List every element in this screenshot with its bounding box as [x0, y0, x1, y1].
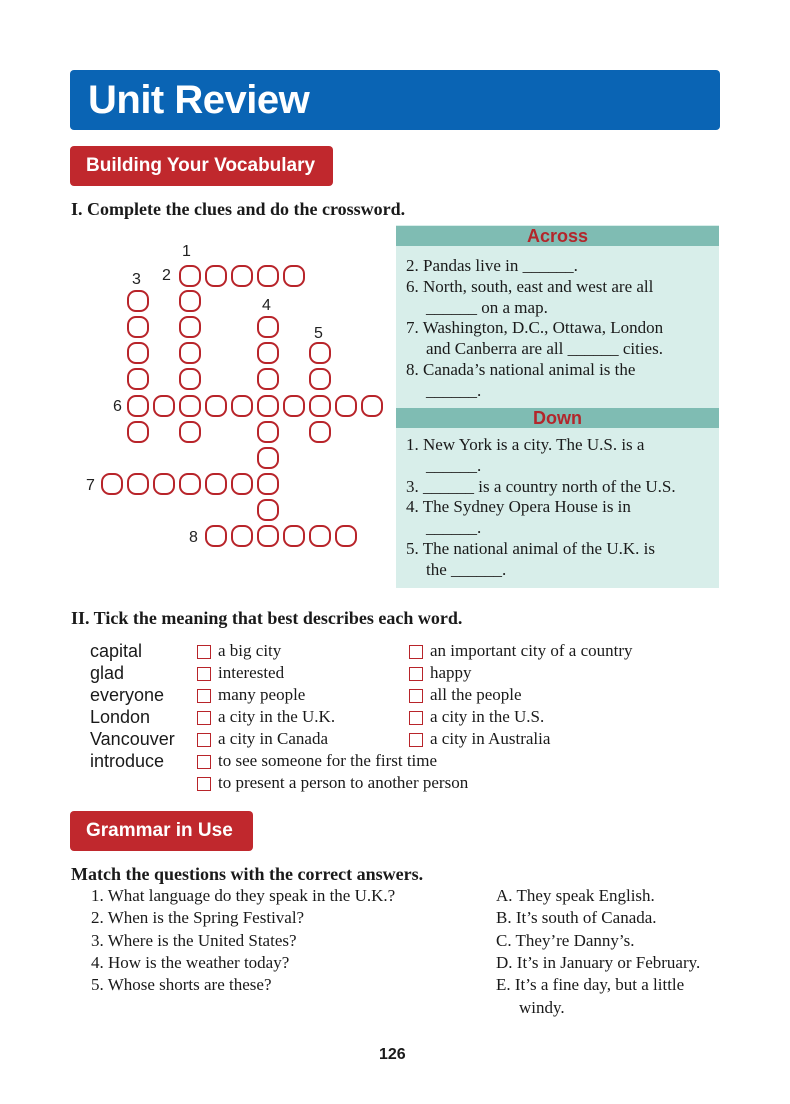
crossword-cell[interactable] — [179, 473, 201, 495]
tick-word: London — [90, 707, 151, 727]
tick-checkbox[interactable] — [409, 733, 423, 747]
tick-option: a city in Australia — [430, 729, 551, 748]
page-title: Unit Review — [88, 78, 310, 122]
crossword-cell[interactable] — [153, 395, 175, 417]
crossword-cell[interactable] — [127, 368, 149, 390]
crossword-cell[interactable] — [127, 342, 149, 364]
tick-option: a city in the U.K. — [218, 707, 336, 726]
crossword-cell[interactable] — [257, 265, 279, 287]
crossword-cell[interactable] — [257, 395, 279, 417]
tick-checkbox[interactable] — [409, 689, 423, 703]
down-heading: Down — [396, 408, 719, 428]
crossword-cell[interactable] — [283, 525, 305, 547]
crossword-cell[interactable] — [179, 342, 201, 364]
down-clue-4: 4. The Sydney Opera House is in — [406, 497, 631, 516]
crossword-number-8: 8 — [189, 529, 198, 546]
crossword-cell[interactable] — [231, 395, 253, 417]
crossword-cell[interactable] — [179, 368, 201, 390]
crossword-number-1: 1 — [182, 243, 191, 260]
down-clue-1: 1. New York is a city. The U.S. is a — [406, 435, 645, 454]
answer-item: C. They’re Danny’s. — [496, 930, 635, 950]
answer-item: E. It’s a fine day, but a little — [496, 975, 685, 995]
down-clue-1-cont: ______. — [426, 456, 482, 475]
crossword-cell[interactable] — [309, 342, 331, 364]
tick-checkbox[interactable] — [197, 667, 211, 681]
crossword-cell[interactable] — [179, 290, 201, 312]
tick-option: happy — [430, 663, 472, 682]
question-item: 2. When is the Spring Festival? — [91, 908, 305, 928]
across-clue-7: 7. Washington, D.C., Ottawa, London — [406, 318, 664, 337]
across-clue-7-cont: and Canberra are all ______ cities. — [426, 339, 663, 358]
tick-word: Vancouver — [90, 729, 175, 749]
answer-item: A. They speak English. — [496, 886, 655, 905]
crossword-cell[interactable] — [101, 473, 123, 495]
crossword-cell[interactable] — [335, 525, 357, 547]
crossword-number-6: 6 — [113, 398, 122, 415]
crossword-cell[interactable] — [205, 525, 227, 547]
crossword-cell[interactable] — [257, 499, 279, 521]
tick-option: a city in Canada — [218, 729, 328, 748]
tick-word: everyone — [90, 685, 165, 705]
crossword-instruction: I. Complete the clues and do the crossword. — [71, 199, 406, 219]
crossword-cell[interactable] — [257, 447, 279, 469]
across-clue-2: 2. Pandas live in ______. — [406, 256, 578, 275]
crossword-cell[interactable] — [153, 473, 175, 495]
tick-checkbox[interactable] — [197, 777, 211, 791]
question-item: 4. How is the weather today? — [91, 952, 290, 972]
tick-instruction: II. Tick the meaning that best describes each word. — [71, 608, 463, 628]
tick-checkbox[interactable] — [197, 645, 211, 659]
tick-word: introduce — [90, 751, 165, 771]
crossword-cell[interactable] — [361, 395, 383, 417]
tick-option: an important city of a country — [430, 641, 633, 660]
across-clue-6-cont: ______ on a map. — [426, 298, 548, 317]
tick-option: to see someone for the first time — [218, 751, 438, 770]
answer-item: B. It’s south of Canada. — [496, 908, 657, 928]
crossword-cell[interactable] — [127, 395, 149, 417]
crossword-cell[interactable] — [205, 395, 227, 417]
crossword-cell[interactable] — [205, 473, 227, 495]
crossword-number-7: 7 — [86, 477, 95, 494]
across-heading: Across — [396, 226, 719, 246]
crossword-cell[interactable] — [179, 395, 201, 417]
question-item: 5. Whose shorts are these? — [91, 975, 272, 995]
crossword-cell[interactable] — [205, 265, 227, 287]
crossword-cell[interactable] — [335, 395, 357, 417]
crossword-cell[interactable] — [231, 525, 253, 547]
crossword-cell[interactable] — [257, 421, 279, 443]
tick-option: many people — [218, 685, 306, 704]
tick-checkbox[interactable] — [197, 733, 211, 747]
tick-checkbox[interactable] — [409, 645, 423, 659]
tick-checkbox[interactable] — [197, 755, 211, 769]
crossword-cell[interactable] — [231, 265, 253, 287]
crossword-number-4: 4 — [262, 297, 271, 314]
section-label-vocabulary: Building Your Vocabulary — [70, 146, 333, 186]
crossword-number-3: 3 — [132, 271, 141, 288]
crossword-cell[interactable] — [127, 421, 149, 443]
crossword-cell[interactable] — [309, 368, 331, 390]
crossword-cell[interactable] — [127, 290, 149, 312]
across-clue-6: 6. North, south, east and west are all — [406, 277, 654, 296]
tick-option: interested — [218, 663, 285, 682]
crossword-number-5: 5 — [314, 325, 323, 342]
across-clue-8-cont: ______. — [426, 381, 482, 400]
tick-option: a big city — [218, 641, 282, 660]
crossword-cell[interactable] — [283, 265, 305, 287]
tick-option: all the people — [430, 685, 522, 704]
tick-checkbox[interactable] — [197, 711, 211, 725]
answer-item: windy. — [519, 997, 565, 1017]
section-label-grammar: Grammar in Use — [70, 811, 253, 851]
crossword-cell[interactable] — [179, 265, 201, 287]
tick-checkbox[interactable] — [197, 689, 211, 703]
tick-word: capital — [90, 641, 143, 661]
down-clue-4-cont: ______. — [426, 518, 482, 537]
crossword-cell[interactable] — [309, 395, 331, 417]
crossword-cell[interactable] — [179, 316, 201, 338]
crossword-cell[interactable] — [257, 473, 279, 495]
crossword-cell[interactable] — [309, 421, 331, 443]
tick-option: a city in the U.S. — [430, 707, 545, 726]
question-item: 3. Where is the United States? — [91, 930, 297, 950]
question-item: 1. What language do they speak in the U.K.? — [91, 886, 396, 905]
crossword-cell[interactable] — [127, 316, 149, 338]
crossword-cell[interactable] — [257, 316, 279, 338]
crossword-cell[interactable] — [257, 368, 279, 390]
crossword-cell[interactable] — [257, 342, 279, 364]
tick-option: to present a person to another person — [218, 773, 469, 792]
crossword-number-2: 2 — [162, 267, 171, 284]
page-number: 126 — [379, 1046, 406, 1063]
crossword-cell[interactable] — [309, 525, 331, 547]
tick-checkbox[interactable] — [409, 667, 423, 681]
crossword-cell[interactable] — [231, 473, 253, 495]
crossword-cell[interactable] — [257, 525, 279, 547]
down-clue-3: 3. ______ is a country north of the U.S. — [406, 477, 676, 496]
across-clue-8: 8. Canada’s national animal is the — [406, 360, 636, 379]
crossword-cell[interactable] — [283, 395, 305, 417]
down-clue-5-cont: the ______. — [426, 560, 507, 579]
tick-word: glad — [90, 663, 125, 683]
answer-item: D. It’s in January or February. — [496, 952, 701, 972]
crossword-cell[interactable] — [179, 421, 201, 443]
crossword-cell[interactable] — [127, 473, 149, 495]
down-clue-5: 5. The national animal of the U.K. is — [406, 539, 655, 558]
matching-instruction: Match the questions with the correct answers. — [71, 864, 424, 884]
tick-checkbox[interactable] — [409, 711, 423, 725]
matching-exercise — [0, 0, 1, 1]
